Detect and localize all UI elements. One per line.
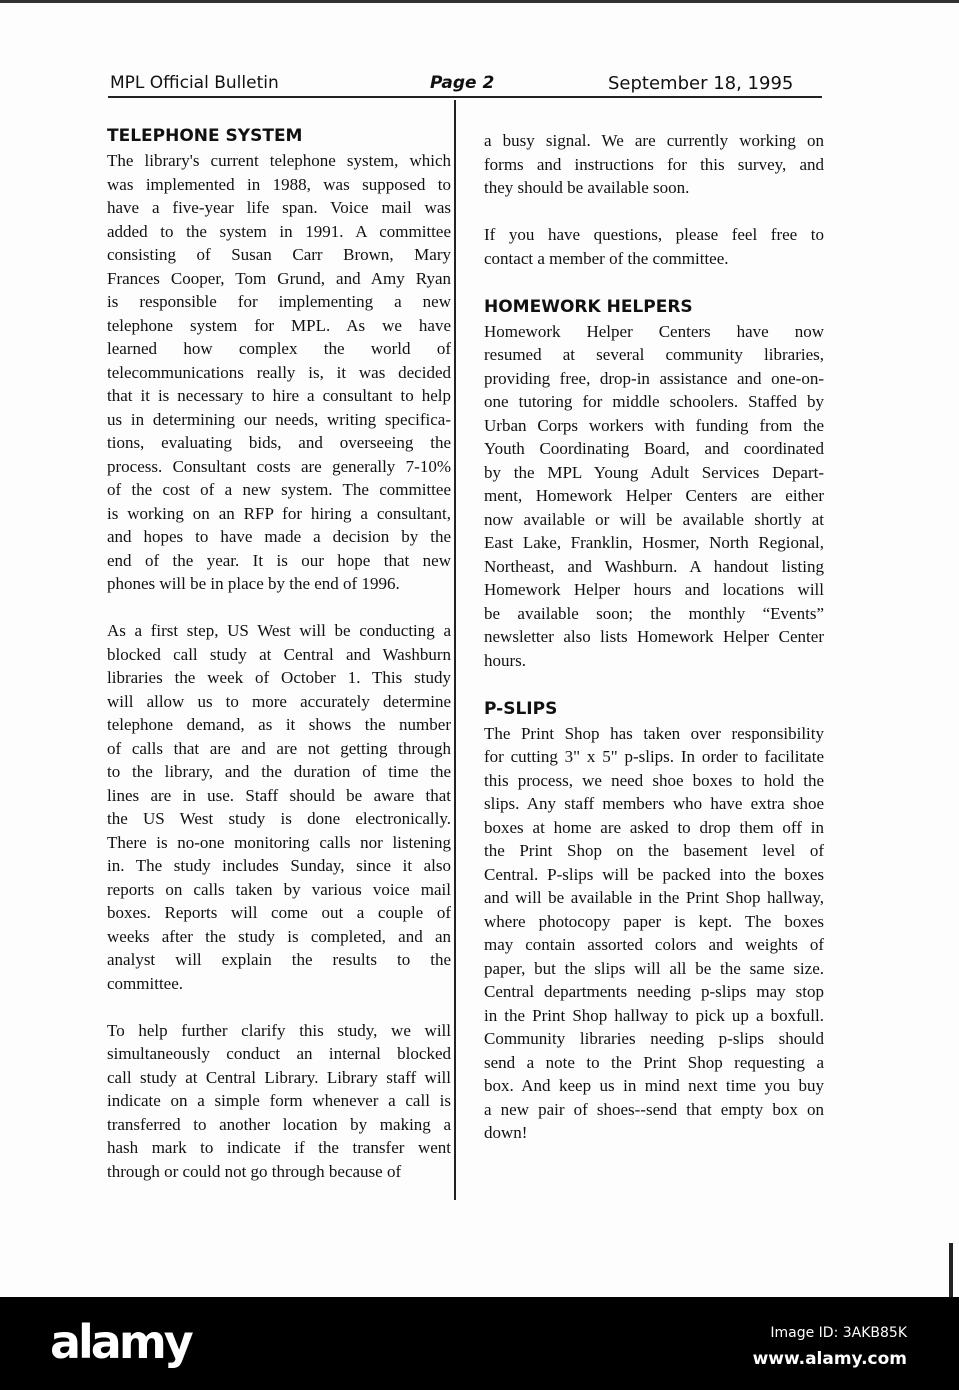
pslips-heading: P-SLIPS xyxy=(484,698,558,719)
homework-paragraph-line: Urban Corps workers with funding from the xyxy=(484,415,824,435)
header-rule xyxy=(108,96,822,98)
telephone-paragraph-line: call study at Central Library. Library staff will xyxy=(107,1067,451,1087)
pslips-paragraph-line: send a note to the Print Shop requesting a xyxy=(484,1052,824,1072)
telephone-paragraph-line: boxes. Reports will come out a couple of xyxy=(107,903,451,922)
homework-paragraph-line: Homework Helper Centers have now xyxy=(484,321,824,341)
telephone-paragraph-line: process. Consultant costs are generally 7-10% xyxy=(107,456,451,476)
watermark-footer xyxy=(0,1297,959,1390)
continued-paragraph-line: If you have questions, please feel free to xyxy=(484,225,824,244)
homework-paragraph-line: Northeast, and Washburn. A handout listing xyxy=(484,556,824,576)
pslips-paragraph-line: a new pair of shoes--send that empty box on xyxy=(484,1099,824,1119)
homework-heading: HOMEWORK HELPERS xyxy=(484,296,693,317)
homework-paragraph-line: newsletter also lists Homework Helper Center xyxy=(484,627,824,646)
homework-paragraph-line: by the MPL Young Adult Services Depart- xyxy=(484,462,824,482)
homework-paragraph-line: now available or will be available shortly at xyxy=(484,509,824,529)
column-divider xyxy=(454,100,456,1200)
pslips-paragraph-line: slips. Any staff members who have extra shoe xyxy=(484,794,824,813)
telephone-paragraph-line: have a five-year life span. Voice mail was xyxy=(107,198,451,217)
pslips-paragraph-line: box. And keep us in mind next time you buy xyxy=(484,1076,824,1095)
pslips-paragraph-line: may contain assorted colors and weights of xyxy=(484,935,824,954)
telephone-paragraph-line: As a first step, US West will be conducting a xyxy=(107,621,451,640)
telephone-paragraph-line: will allow us to more accurately determine xyxy=(107,691,451,711)
telephone-paragraph-line: There is no-one monitoring calls nor listening xyxy=(107,832,451,852)
page-number: Page 2 xyxy=(430,73,495,93)
pslips-paragraph-line: where photocopy paper is kept. The boxes xyxy=(484,911,824,931)
homework-paragraph-line: ment, Homework Helper Centers are either xyxy=(484,486,824,505)
telephone-paragraph-line: analyst will explain the results to the xyxy=(107,950,451,969)
telephone-paragraph-line: tions, evaluating bids, and overseeing the xyxy=(107,433,451,452)
pslips-paragraph-line: this process, we need shoe boxes to hold the xyxy=(484,770,824,790)
telephone-paragraph-line: is responsible for implementing a new xyxy=(107,292,451,311)
continued-paragraph-line: contact a member of the committee. xyxy=(484,248,729,268)
pslips-paragraph-line: Central departments needing p-slips may stop xyxy=(484,982,824,1001)
telephone-paragraph-line: is working on an RFP for hiring a consultant, xyxy=(107,503,451,523)
pslips-paragraph-line: down! xyxy=(484,1123,528,1142)
pslips-paragraph-line: and will be available in the Print Shop hallway, xyxy=(484,888,824,907)
telephone-paragraph-line: hash mark to indicate if the transfer went xyxy=(107,1138,451,1157)
homework-paragraph-line: be available soon; the monthly “Events” xyxy=(484,603,824,623)
telephone-paragraph-line: telephone demand, as it shows the number xyxy=(107,715,451,734)
homework-paragraph-line: one tutoring for middle schoolers. Staffed by xyxy=(484,392,824,411)
telephone-paragraph-line: was implemented in 1988, was supposed to xyxy=(107,174,451,194)
telephone-paragraph-line: us in determining our needs, writing specifica- xyxy=(107,409,451,429)
pslips-paragraph-line: in the Print Shop hallway to pick up a boxfull. xyxy=(484,1005,824,1025)
homework-paragraph-line: resumed at several community libraries, xyxy=(484,345,824,364)
telephone-paragraph-line: of the cost of a new system. The committee xyxy=(107,480,451,499)
telephone-paragraph-line: telephone system for MPL. As we have xyxy=(107,315,451,335)
telephone-paragraph-line: telecommunications really is, it was decided xyxy=(107,362,451,382)
telephone-paragraph-line: simultaneously conduct an internal blocked xyxy=(107,1044,451,1063)
telephone-paragraph-line: committee. xyxy=(107,973,184,993)
alamy-url: www.alamy.com xyxy=(752,1349,907,1369)
telephone-paragraph-line: The library's current telephone system, which xyxy=(107,151,451,170)
pslips-paragraph-line: The Print Shop has taken over responsibility xyxy=(484,723,824,743)
continued-paragraph-line: a busy signal. We are currently working on xyxy=(484,131,824,150)
telephone-paragraph-line: through or could not go through because of xyxy=(107,1161,402,1181)
telephone-paragraph-line: consisting of Susan Carr Brown, Mary xyxy=(107,245,451,264)
bulletin-date: September 18, 1995 xyxy=(608,73,794,94)
pslips-paragraph-line: boxes at home are asked to drop them off in xyxy=(484,817,824,837)
telephone-paragraph-line: lines are in use. Staff should be aware that xyxy=(107,785,451,805)
image-id: Image ID: 3AKB85K xyxy=(770,1325,907,1341)
telephone-paragraph-line: blocked call study at Central and Washburn xyxy=(107,644,451,664)
telephone-paragraph-line: To help further clarify this study, we will xyxy=(107,1020,451,1040)
telephone-paragraph-line: to the library, and the duration of time the xyxy=(107,762,451,781)
left-column xyxy=(107,123,451,1183)
homework-paragraph-line: Homework Helper hours and locations will xyxy=(484,580,824,599)
homework-paragraph-line: hours. xyxy=(484,650,527,670)
telephone-paragraph-line: and hopes to have made a decision by the xyxy=(107,527,451,546)
scan-edge xyxy=(949,1243,953,1300)
telephone-paragraph-line: transferred to another location by making a xyxy=(107,1114,451,1134)
homework-paragraph-line: Youth Coordinating Board, and coordinated xyxy=(484,439,824,458)
pslips-paragraph-line: Community libraries needing p-slips should xyxy=(484,1029,824,1048)
pslips-paragraph-line: the Print Shop on the basement level of xyxy=(484,841,824,860)
telephone-paragraph-line: in. The study includes Sunday, since it also xyxy=(107,856,451,875)
pslips-paragraph-line: for cutting 3" x 5" p-slips. In order to facilitate xyxy=(484,747,824,766)
telephone-paragraph-line: added to the system in 1991. A committee xyxy=(107,221,451,241)
telephone-paragraph-line: Frances Cooper, Tom Grund, and Amy Ryan xyxy=(107,268,451,288)
telephone-paragraph-line: learned how complex the world of xyxy=(107,339,451,358)
homework-paragraph-line: providing free, drop-in assistance and one-on- xyxy=(484,368,824,388)
telephone-paragraph-line: end of the year. It is our hope that new xyxy=(107,550,451,570)
alamy-logo: alamy xyxy=(50,1315,191,1369)
continued-paragraph-line: they should be available soon. xyxy=(484,178,690,197)
right-column xyxy=(484,129,824,1145)
telephone-paragraph-line: the US West study is done electronically. xyxy=(107,809,451,828)
telephone-paragraph-line: phones will be in place by the end of 1996. xyxy=(107,574,400,593)
telephone-paragraph-line: weeks after the study is completed, and an xyxy=(107,926,451,946)
homework-paragraph-line: East Lake, Franklin, Hosmer, North Regional, xyxy=(484,533,824,552)
bulletin-title: MPL Official Bulletin xyxy=(110,73,279,93)
pslips-paragraph-line: Central. P-slips will be packed into the boxes xyxy=(484,864,824,884)
telephone-paragraph-line: of calls that are and are not getting through xyxy=(107,738,451,758)
telephone-paragraph-line: reports on calls taken by various voice mail xyxy=(107,879,451,899)
telephone-paragraph-line: that it is necessary to hire a consultant to help xyxy=(107,386,451,405)
telephone-paragraph-line: libraries the week of October 1. This study xyxy=(107,668,451,687)
continued-paragraph-line: forms and instructions for this survey, and xyxy=(484,154,824,174)
pslips-paragraph-line: paper, but the slips will all be the same size. xyxy=(484,958,824,978)
telephone-heading: TELEPHONE SYSTEM xyxy=(107,126,303,146)
telephone-paragraph-line: indicate on a simple form whenever a call is xyxy=(107,1091,451,1110)
